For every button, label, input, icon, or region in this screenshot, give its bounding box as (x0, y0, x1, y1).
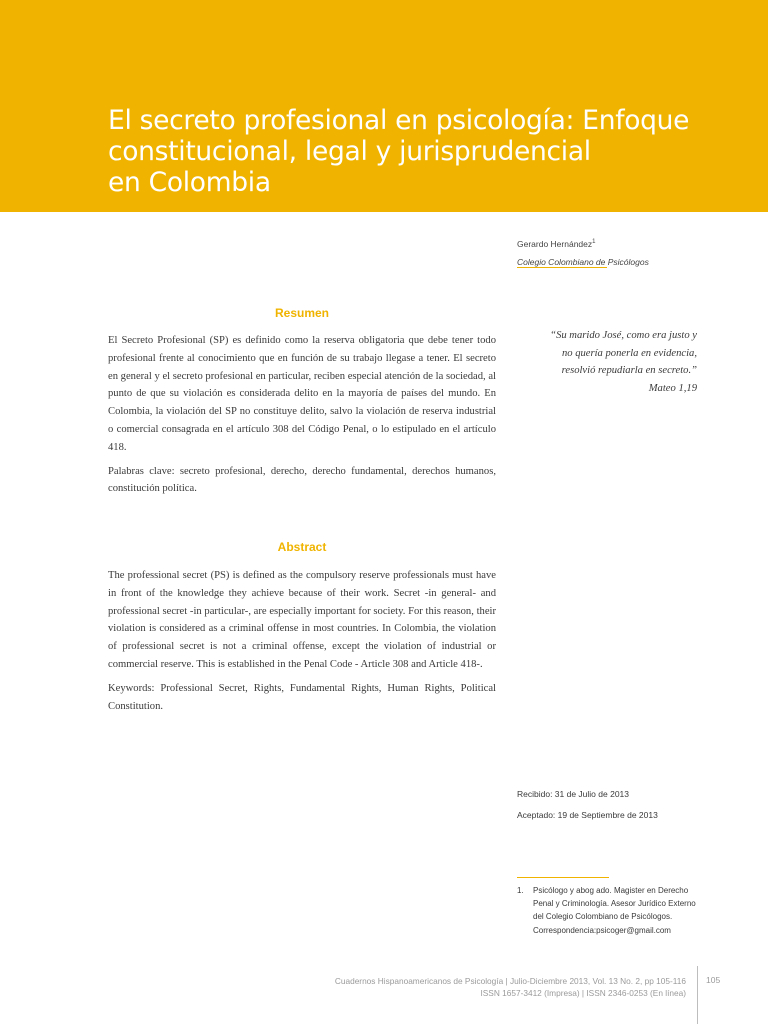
submission-dates (517, 784, 658, 826)
issn-line: ISSN 1657-3412 (Impresa) | ISSN 2346-0253 (En línea) (480, 988, 686, 998)
author-divider (517, 267, 607, 268)
author-affiliation: Colegio Colombiano de Psicólogos (517, 256, 649, 267)
title-line-1: El secreto profesional en psicología: Enfoque (108, 105, 690, 136)
resumen-paragraph: El Secreto Profesional (SP) es definido como la reserva obligatoria que debe tener todo profesional frente al conocimiento que en función de su trabajo llegase a tener. El secreto en general y el secreto profesional en particular, reciben especial atención de la sociedad, al punto de que su violación es considerada delito en la mayoría de países del mundo. En Colombia, la violación del SP no constituye delito, salvo la violación de reserva industrial o comercial consagrada en el artículo 308 del Código Penal, o lo estipulado en el artículo 418. (108, 335, 496, 453)
abstract-paragraph: The professional secret (PS) is defined as the compulsory reserve professionals must have in front of the knowledge they achieve because of their work. Secret -in general- and professional secret -in particular-, are especially important for society. For this reason, their violation is considered as a criminal offense in most countries. In Colombia, the violation of professional secret is not a criminal offense, except the violation of industrial or commercial reserve. This is established in the Penal Code - Article 308 and Article 418-. (108, 570, 496, 670)
quote-line-1: “Su marido José, como era justo y (550, 330, 697, 341)
title-line-3: en Colombia (108, 167, 271, 198)
resumen-keywords: Palabras clave: secreto profesional, derecho, derecho fundamental, derechos humanos, constitución política. (108, 465, 496, 495)
resumen-section (108, 332, 496, 504)
footnote-line-1: Psicólogo y abog ado. Magister en Derecho (533, 886, 689, 895)
author-name: Gerardo Hernández$^1$ (517, 238, 596, 249)
author-block (517, 235, 649, 269)
resumen-heading: Resumen (274, 306, 330, 320)
quote-line-2: no quería ponerla en evidencia, (561, 347, 697, 359)
footnote-email[interactable]: Correspondencia:psicoger@gmail.com (533, 925, 671, 935)
accepted-date: Aceptado: 19 de Septiembre de 2013 (517, 810, 658, 820)
abstract-section (108, 567, 496, 721)
footnote-line-3: del Colegio Colombiano de Psicólogos. (533, 912, 673, 922)
epigraph-quote (505, 327, 697, 397)
quote-source: Mateo 1,19 (648, 382, 697, 394)
page-number: 105 (706, 975, 721, 985)
author-footnote-mark[interactable]: 1 (592, 239, 596, 245)
abstract-heading: Abstract (277, 540, 327, 554)
footnote-line-2: Penal y Criminología. Asesor Jurídico Externo (533, 899, 696, 909)
footnote-divider (517, 877, 609, 878)
journal-citation: Cuadernos Hispanoamericanos de Psicología | Julio-Diciembre 2013, Vol. 13 No. 2, pp 105-116 (334, 976, 686, 986)
quote-line-3: resolvió repudiarla en secreto.” (561, 365, 697, 376)
article-title (108, 105, 728, 198)
footer-divider (697, 966, 698, 1024)
page-footer (206, 975, 686, 999)
title-line-2: constitucional, legal y jurisprudencial (108, 136, 591, 167)
received-date: Recibido: 31 de Julio de 2013 (517, 789, 629, 799)
footnote-number: 1. (517, 886, 524, 895)
abstract-keywords: Keywords: Professional Secret, Rights, Fundamental Rights, Human Rights, Political Constitution. (108, 682, 496, 712)
footnote (517, 884, 717, 937)
